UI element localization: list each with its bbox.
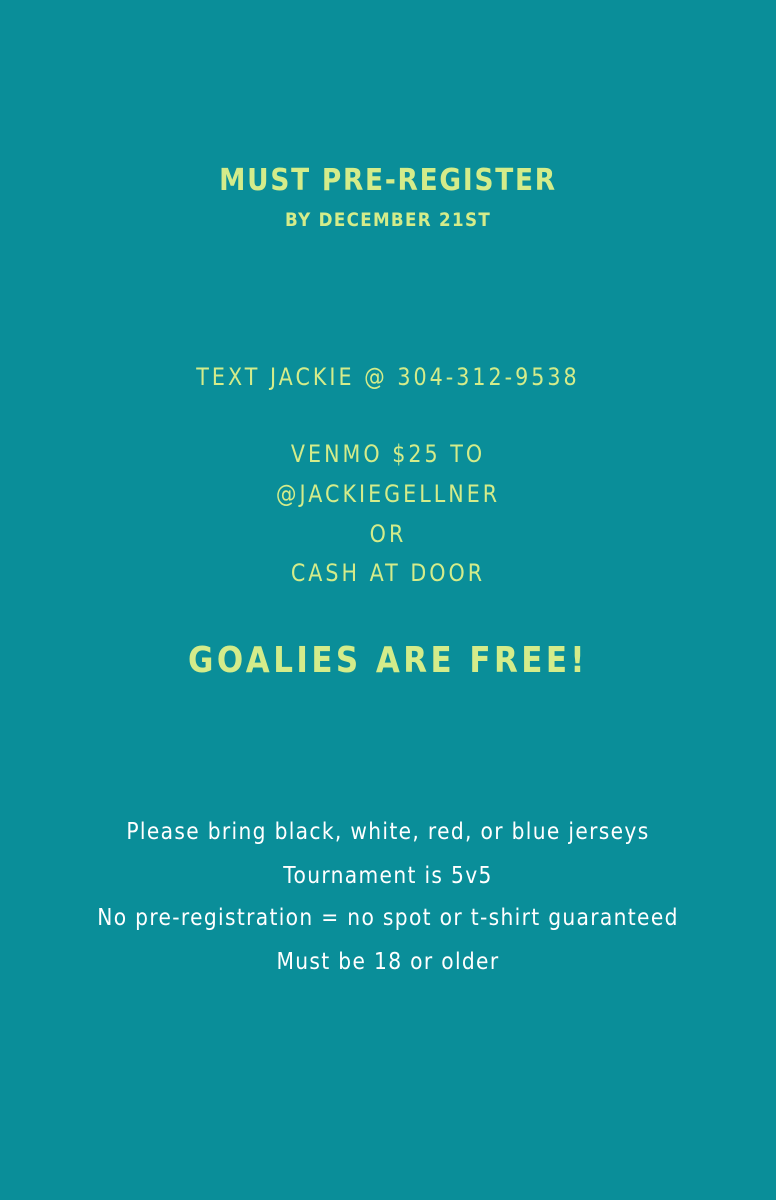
deadline-subhead: BY DECEMBER 21ST — [284, 209, 492, 231]
payment-line: CASH AT DOOR — [290, 559, 486, 587]
payment-line: OR — [369, 520, 407, 548]
contact-text-line: TEXT JACKIE @ 304-312-9538 — [196, 363, 580, 391]
goalies-free-banner: GOALIES ARE FREE! — [188, 640, 588, 681]
rule-item: Must be 18 or older — [276, 949, 500, 975]
rule-item: No pre-registration = no spot or t-shirt guaranteed — [97, 905, 679, 931]
headline: MUST PRE-REGISTER — [219, 163, 557, 198]
rule-item: Please bring black, white, red, or blue jerseys — [126, 819, 650, 845]
payment-line: VENMO $25 TO — [290, 440, 486, 468]
payment-line: @JACKIEGELLNER — [275, 480, 501, 508]
rule-item: Tournament is 5v5 — [283, 863, 493, 889]
